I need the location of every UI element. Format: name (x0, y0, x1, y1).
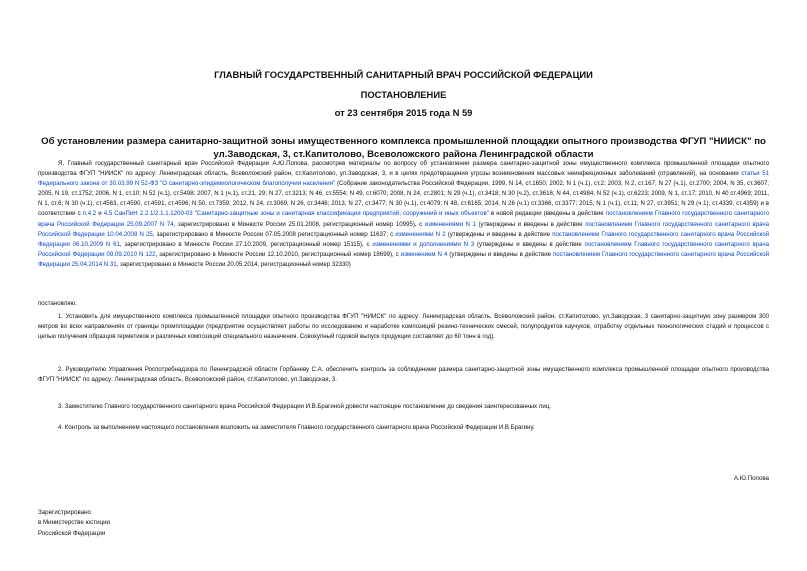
resolution-link[interactable]: постановлением Главного государственного санитарного врача Российской Федерации 25.04.2014 N 31 (38, 250, 769, 268)
resolve-statement: постановляю: (38, 300, 77, 307)
document-type: ПОСТАНОВЛЕНИЕ (360, 89, 447, 100)
item-4: 4. Контроль за выполнением настоящего постановления возложить на заместителя Главного государственного санитарного врача Российской Федерации И.В.Брагину. (58, 424, 535, 431)
resolution-link[interactable]: постановлением Главного государственного санитарного врача Российской Федерации 06.10.2009 N 61 (38, 230, 769, 248)
document-date-number: от 23 сентября 2015 года N 59 (334, 107, 473, 118)
signature-name: А.Ю.Попова (733, 475, 769, 482)
registration-line: Зарегистрировано (38, 509, 91, 516)
resolution-link[interactable]: постановлением Главного государственного санитарного врача Российской Федерации 25.09.2007 N 74 (38, 210, 770, 228)
amendment-link[interactable]: изменениями и дополнениями N 3 (372, 240, 475, 248)
preamble-text: и (96, 210, 104, 218)
sanpin-link[interactable]: 4.5 СанПиН 2.2.1/2.1.1.1200-03 "Санитарно-защитные зоны и санитарная классификация предприятий, сооружений и иных объектов" (103, 210, 489, 218)
preamble-text: в новой редакции (введены в действие (488, 210, 606, 218)
amendment-link[interactable]: изменением N 4 (400, 250, 448, 258)
amendment-link[interactable]: изменениями N 1 (424, 220, 476, 228)
item-3: 3. Заместителю Главного государственного санитарного врача Российской Федерации И.В.Брагиной довести настоящее постановление до сведения заинтересованных лиц. (58, 403, 551, 410)
law-article-link[interactable]: статьи 51 Федерального закона от 30.03.99 N 52-ФЗ "О санитарно-эпидемиологическом благополучии населения" (38, 170, 769, 188)
preamble-text: , зарегистрировано в Минюсте России 27.10.2009, регистрационный номер 15115), с (119, 240, 373, 248)
document-title: Об установлении размера санитарно-защитной зоны имущественного комплекса промышленной площадки опытного производства ФГУП "НИИСК" по ул.Заводская, 3, ст.Капитолово, Всеволожского района Ленинградской области (41, 136, 766, 160)
preamble-text: , зарегистрировано в Минюсте России 07.05.2008 регистрационный номер 11637; с (152, 230, 396, 238)
registration-note (38, 508, 110, 539)
item-2: 2. Руководителю Управления Роспотребнадзора по Ленинградской области Горбаневу С.А. обеспечить контроль за соблюдением размера санитарно-защитной зоны имущественного комплекса промышленной площадки опытного производства ФГУП "НИИСК" по адресу: Ленинградская область, Всеволожский район, ст.Капитолово, ул.Заводская, 3. (38, 366, 769, 384)
preamble-text: (утверждены и введены в действие (447, 250, 553, 258)
amendment-link[interactable]: изменениями N 2 (395, 230, 446, 238)
preamble-text: , зарегистрировано в Минюсте России 20.05.2014, регистрационный номер 32330) (116, 260, 351, 268)
resolution-link[interactable]: постановлением Главного государственного санитарного врача Российской Федерации 10.04.2008 N 25 (38, 220, 769, 238)
issuing-authority: ГЛАВНЫЙ ГОСУДАРСТВЕННЫЙ САНИТАРНЫЙ ВРАЧ РОССИЙСКОЙ ФЕДЕРАЦИИ (214, 69, 593, 80)
item-1: 1. Установить для имущественного комплекса промышленной площадки опытного производства ФГУП "НИИСК" по адресу: Ленинградская область, Всеволожский район, ст.Капитолово, ул.Заводская, 3 санитарно-защитную зону размером 300 метров во всех направлениях от границы промплощадки (предприятие осуществляет работы по исследованию и наработке композиций резино-технических смесей, полупродуктов каучуков, отработку отдельных технологических стадий и процессов с целью получения образцов герметиков и различных композиций специального назначения. Совокупный годовой выпуск продукции составляет до 60 тонн в год). (38, 313, 769, 341)
preamble-text: (Собрание законодательства Российской Федерации, 1999, N 14, ст.1650; 2002, N 1 (ч.1), ст.2; 2003, N 2, ст.167; N 27 (ч.1), ст.2700; 2004, N 35, ст.3607; 2005, N 19, ст.1752; 2006, N 1, ст.10; N 52 (ч.1), ст.5498; 2007, N 1 (ч.1), ст.21, 29; N 27, ст.3213; N 46, ст.5554; N 49, ст.6070; 2008, N 24, ст.2801; N 29 (ч.1), ст.3418; N 30 (ч.2), ст.3616; N 44, ст.4984; N 52 (ч.1), ст.6223; 2009, N 1, ст.17; 2010, N 40 ст.4969; 2011, N 1, ст.6; N 30 (ч.1), ст.4563, ст.4590, ст.4591, ст.4596; N 50, ст.7359; 2012, N 24, ст.3069; N 26, ст.3446; 2013, N 27, ст.3477; N 30 (ч.1), ст.4079; N 48, ст.6165; 2014, N 26 (ч.1) ст.3366, ст.3377; 2015, N 1 (ч.1), ст.11; N 27, ст.3951; N 29 (ч.1), ст.4339, ст.4359) и в соответствии с (38, 180, 769, 218)
resolution-link[interactable]: постановлением Главного государственного санитарного врача Российской Федерации 09.09.2010 N 122 (38, 240, 769, 258)
registration-line: Российской Федерации (38, 529, 106, 537)
preamble-text: , зарегистрировано в Минюсте России 25.01.2008, регистрационный номер 10995), с (173, 220, 425, 228)
preamble-text: (утверждены и введены в действие (474, 240, 585, 248)
preamble-text: (утверждены и введены в действие (475, 220, 586, 228)
preamble-text: Я, Главный государственный санитарный врач Российской Федерации А.Ю.Попова, рассмотрев материалы по вопросу об установлении размера санитарно-защитной зоны имущественного комплекса промышленной площадки опытного производства ФГУП "НИИСК" по адресу: Ленинградская область, Всеволожский район, ст.Капитолово, ул.Заводская, 3, и в целях предотвращения угрозы возникновения массовых неинфекционных заболеваний (отравлений), на основании (38, 160, 769, 178)
preamble-paragraph (38, 159, 769, 270)
preamble-text: (утверждены и введены в действие (445, 230, 553, 238)
preamble-text: , зарегистрировано в Минюсте России 12.10.2010, регистрационный номер 18699), с (155, 250, 401, 258)
registration-line: в Министерстве юстиции (38, 519, 111, 527)
sanpin-clause-link[interactable]: п.4.2 (82, 210, 97, 218)
